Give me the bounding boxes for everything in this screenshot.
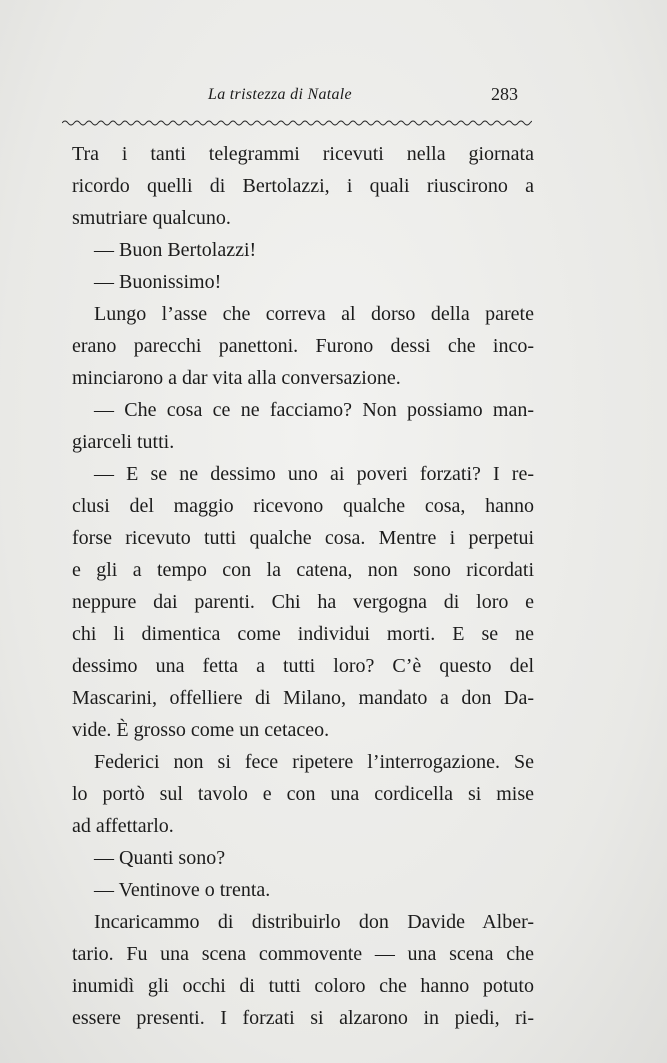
text-line: Tra i tanti telegrammi ricevuti nella giornata <box>72 143 534 165</box>
text-line: chi li dimentica come individui morti. E se ne <box>72 623 534 645</box>
text-line: giarceli tutti. <box>72 431 175 453</box>
text-line: — E se ne dessimo uno ai poveri forzati? I re- <box>94 463 534 485</box>
text-line: Mascarini, offelliere di Milano, mandato a don Da- <box>72 687 534 709</box>
text-line: minciarono a dar vita alla conversazione. <box>72 367 401 389</box>
text-line: — Quanti sono? <box>94 847 226 869</box>
text-line: lo portò sul tavolo e con una cordicella si mise <box>72 783 534 805</box>
text-line: forse ricevuto tutti qualche cosa. Mentre i perpetui <box>72 527 534 549</box>
text-line: Lungo l’asse che correva al dorso della parete <box>94 303 534 325</box>
text-line: dessimo una fetta a tutti loro? C’è questo del <box>72 655 534 677</box>
text-line: vide. È grosso come un cetaceo. <box>72 719 330 741</box>
text-line: Incaricammo di distribuirlo don Davide Alber- <box>94 911 534 933</box>
text-line: tario. Fu una scena commovente — una scena che <box>72 943 534 965</box>
text-line: — Che cosa ce ne facciamo? Non possiamo man- <box>94 399 534 421</box>
text-line: — Ventinove o trenta. <box>94 879 271 901</box>
text-line: ricordo quelli di Bertolazzi, i quali riuscirono a <box>72 175 534 197</box>
text-line: neppure dai parenti. Chi ha vergogna di loro e <box>72 591 534 613</box>
text-line: ad affettarlo. <box>72 815 174 837</box>
text-line: clusi del maggio ricevono qualche cosa, hanno <box>72 495 534 517</box>
text-line: erano parecchi panettoni. Furono dessi che inco- <box>72 335 534 357</box>
text-line: — Buonissimo! <box>94 271 222 293</box>
text-line: inumidì gli occhi di tutti coloro che hanno potuto <box>72 975 534 997</box>
running-head <box>68 86 528 114</box>
wavy-rule <box>62 118 532 128</box>
text-line: smutriare qualcuno. <box>72 207 231 229</box>
text-line: essere presenti. I forzati si alzarono in piedi, ri- <box>72 1007 534 1029</box>
text-line: — Buon Bertolazzi! <box>94 239 257 261</box>
body-text <box>72 138 534 1034</box>
running-title: La tristezza di Natale <box>208 86 352 103</box>
text-line: e gli a tempo con la catena, non sono ricordati <box>72 559 534 581</box>
text-line: Federici non si fece ripetere l’interrogazione. Se <box>94 751 534 773</box>
page-number: 283 <box>491 84 518 104</box>
